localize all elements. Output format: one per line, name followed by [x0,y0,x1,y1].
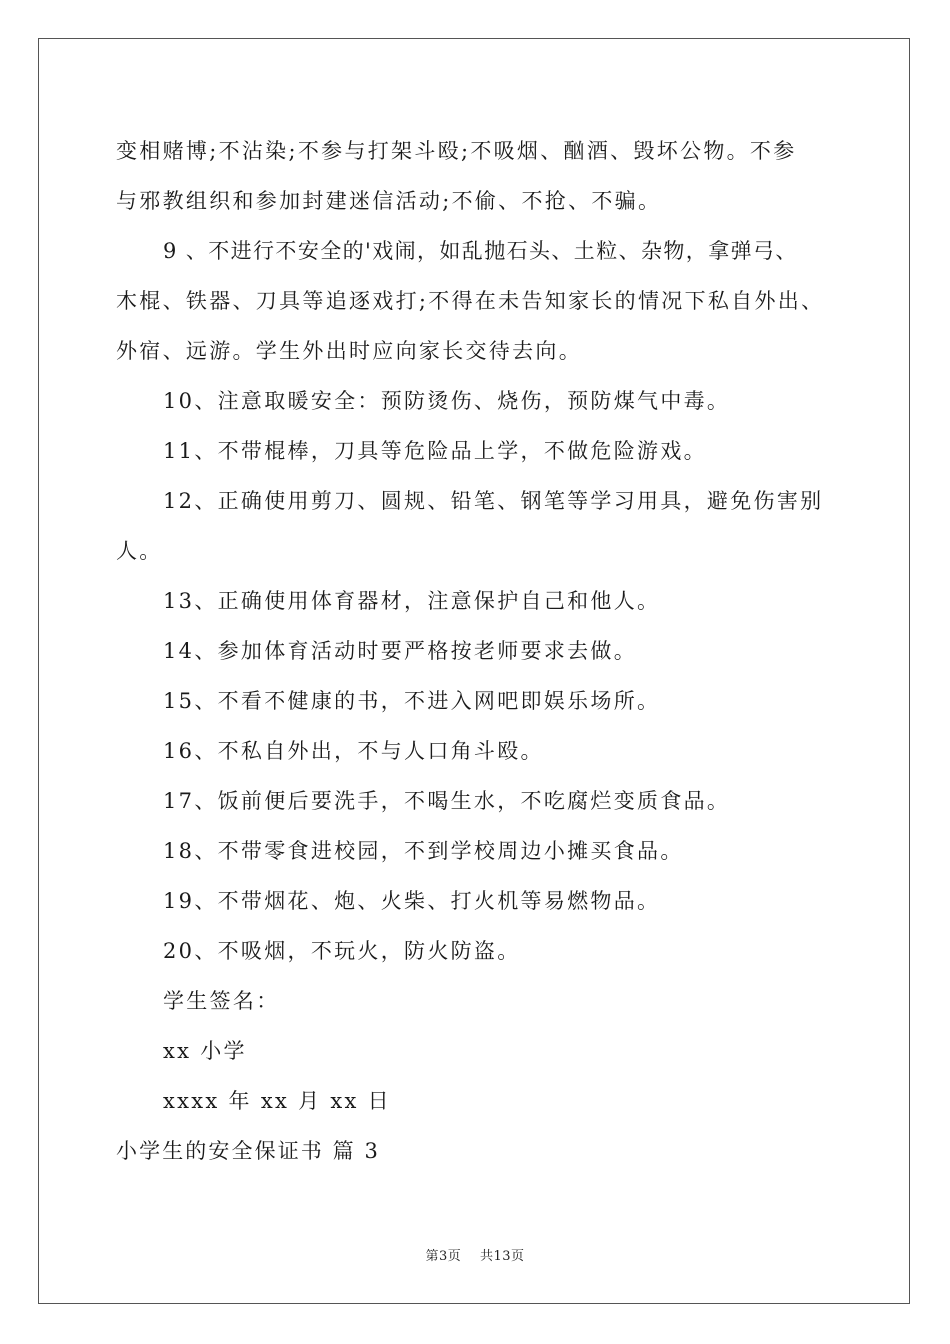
text-line: 17、饭前便后要洗手，不喝生水，不吃腐烂变质食品。 [163,789,731,813]
section-heading: 小学生的安全保证书 篇 3 [116,1139,381,1163]
document-body [116,126,856,1176]
text-line: 13、正确使用体育器材，注意保护自己和他人。 [163,589,661,613]
text-line: 12、正确使用剪刀、圆规、铅笔、钢笔等学习用具，避免伤害别 [163,489,824,513]
text-line: 10、注意取暖安全：预防烫伤、烧伤，预防煤气中毒。 [163,389,731,413]
date-line: xxxx 年 xx 月 xx 日 [163,1089,391,1113]
text-line: 14、参加体育活动时要严格按老师要求去做。 [163,639,638,663]
text-line: 变相赌博;不沾染;不参与打架斗殴;不吸烟、酗酒、毁坏公物。不参 [116,139,797,163]
page-total: 共13页 [479,1249,525,1264]
text-line: 人。 [116,539,163,563]
school-name: xx 小学 [163,1039,247,1063]
text-line: 外宿、远游。学生外出时应向家长交待去向。 [116,339,582,363]
page-footer [0,1245,950,1264]
signature-label: 学生签名： [163,989,280,1013]
text-line: 9 、不进行不安全的'戏闹，如乱抛石头、土粒、杂物，拿弹弓、 [163,239,798,263]
text-line: 16、不私自外出，不与人口角斗殴。 [163,739,544,763]
text-line: 11、不带棍棒，刀具等危险品上学，不做危险游戏。 [163,439,707,463]
page-number: 第3页 [425,1249,462,1264]
text-line: 15、不看不健康的书，不进入网吧即娱乐场所。 [163,689,661,713]
text-line: 与邪教组织和参加封建迷信活动;不偷、不抢、不骗。 [116,189,662,213]
text-line: 18、不带零食进校园，不到学校周边小摊买食品。 [163,839,684,863]
text-line: 19、不带烟花、炮、火柴、打火机等易燃物品。 [163,889,661,913]
text-line: 木棍、铁器、刀具等追逐戏打;不得在未告知家长的情况下私自外出、 [116,289,825,313]
text-line: 20、不吸烟，不玩火，防火防盗。 [163,939,521,963]
